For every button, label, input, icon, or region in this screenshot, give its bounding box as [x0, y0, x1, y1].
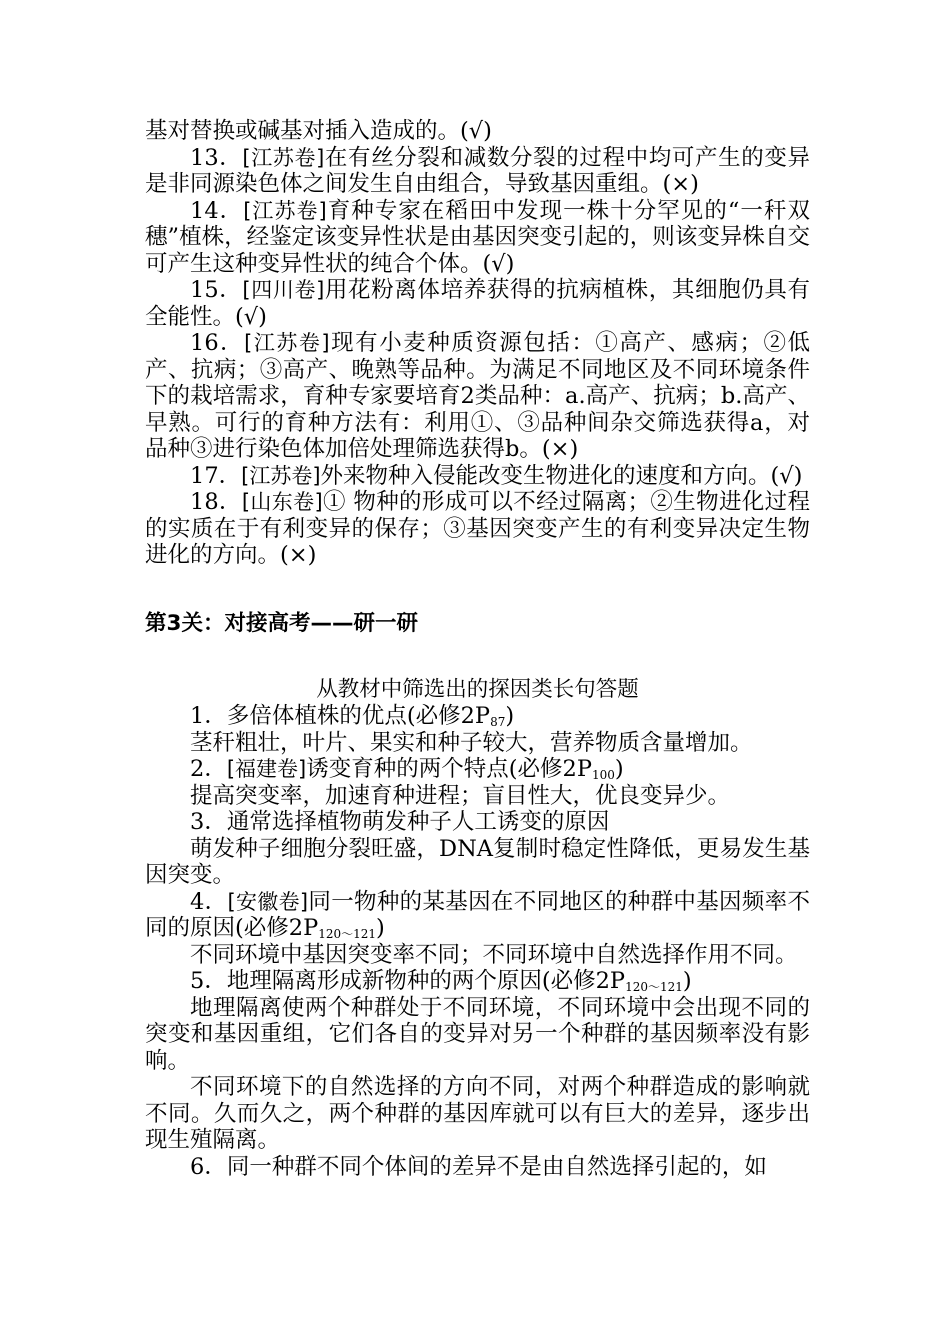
- page-subscript: 120～121: [625, 980, 683, 994]
- item-question: [145, 889, 810, 942]
- page-subscript: 100: [591, 768, 615, 782]
- item-question-text: 诱变育种的两个特点(必修2P: [306, 756, 592, 782]
- item-answer: 茎秆粗壮，叶片、果实和种子较大，营养物质含量增加。: [190, 729, 753, 756]
- item-question-end: ): [505, 703, 515, 729]
- item-answer: 不同环境中基因突变率不同；不同环境中自然选择作用不同。: [190, 941, 798, 968]
- item-question-text: 通常选择植物萌发种子人工诱变的原因: [226, 809, 610, 835]
- item-number: 5．: [190, 968, 227, 994]
- page-subscript: 87: [490, 715, 506, 729]
- item-question-text: 同一种群不同个体间的差异不是由自然选择引起的，如: [226, 1153, 767, 1180]
- question-text: ① 物种的形成可以不经过隔离；②生物进化过程的实质在于有利变异的保存；③基因突变产生的有利变异决定生物进化的方向。(×): [145, 489, 811, 568]
- question-source: [江苏卷]: [242, 145, 325, 170]
- item-question: [145, 809, 810, 836]
- question-number: 18．: [190, 489, 242, 515]
- item-question: [145, 703, 810, 730]
- question-text: 用花粉离体培养获得的抗病植株，其细胞仍具有全能性。(√): [145, 277, 810, 330]
- question-text: 育种专家在稻田中发现一株十分罕见的“一秆双穗”植株，经鉴定该变异性状是由基因突变引起的，则该变异株自交可产生这种变异性状的纯合个体。(√): [145, 197, 810, 277]
- item-question-end: ): [682, 968, 692, 994]
- question-18: [145, 489, 810, 569]
- subtitle: 从教材中筛选出的探因类长句答题: [316, 676, 639, 702]
- item-answer: 不同环境下的自然选择的方向不同，对两个种群造成的影响就不同。久而久之，两个种群的基因库就可以有巨大的差异，逐步出现生殖隔离。: [145, 1074, 810, 1153]
- item-source: [福建卷]: [226, 757, 307, 781]
- question-number: 14．: [190, 197, 244, 224]
- question-source: [江苏卷]: [241, 463, 321, 488]
- question-source: [四川卷]: [242, 278, 325, 302]
- question-number: 16．: [190, 330, 245, 356]
- question-17: [145, 463, 810, 490]
- item-question-text: 地理隔离形成新物种的两个原因(必修2P: [226, 968, 626, 994]
- item-answer: 地理隔离使两个种群处于不同环境，不同环境中会出现不同的突变和基因重组，它们各自的变异对另一个种群的基因频率没有影响。: [145, 994, 810, 1074]
- item-number: 3．: [190, 809, 227, 835]
- question-15: [145, 277, 810, 330]
- question-text: 在有丝分裂和减数分裂的过程中均可产生的变异是非同源染色体之间发生自由组合，导致基因重组。(×): [145, 144, 810, 197]
- item-question: [145, 968, 810, 995]
- question-text: 现有小麦种质资源包括：①高产、感病；②低产、抗病；③高产、晚熟等品种。为满足不同地区及不同环境条件下的栽培需求，育种专家要培育2类品种：a.高产、抗病；b.高产、早熟。可行的育种方法有：利用①、③品种间杂交筛选获得a，对品种③进行染色体加倍处理筛选获得b。(×): [145, 330, 810, 462]
- question-number: 13．: [190, 144, 243, 171]
- item-number: 2．: [190, 756, 227, 782]
- item-question: [145, 1154, 810, 1181]
- item-question-text: 同一物种的某基因在不同地区的种群中基因频率不同的原因(必修2P: [145, 888, 810, 941]
- question-number: 17．: [190, 462, 242, 489]
- item-source: [安徽卷]: [227, 889, 309, 914]
- item-question: [145, 756, 810, 783]
- section-title: 第3关：对接高考——研一研: [145, 610, 418, 636]
- question-source: [江苏卷]: [243, 198, 327, 223]
- question-number: 15．: [190, 277, 243, 303]
- question-13: [145, 145, 810, 198]
- item-answer: 提高突变率，加速育种进程；盲目性大，优良变异少。: [190, 782, 731, 809]
- item-question-end: ): [376, 915, 385, 941]
- document-page: [145, 118, 810, 1180]
- item-number: 4．: [190, 888, 228, 915]
- item-question-text: 多倍体植株的优点(必修2P: [226, 703, 491, 729]
- page-subscript: 120～121: [318, 927, 377, 941]
- item-number: 6．: [190, 1153, 227, 1180]
- question-text: 外来物种入侵能改变生物进化的速度和方向。(√): [320, 462, 803, 489]
- question-14: [145, 198, 810, 278]
- item-question-end: ): [614, 756, 624, 782]
- question-source: [山东卷]: [241, 490, 323, 514]
- question-source: [江苏卷]: [244, 331, 330, 355]
- question-16: [145, 330, 810, 463]
- item-answer: 萌发种子细胞分裂旺盛，DNA复制时稳定性降低，更易发生基因突变。: [145, 835, 810, 888]
- q12-tail: 基对替换或碱基对插入造成的。(√): [145, 118, 492, 144]
- item-number: 1．: [190, 703, 227, 729]
